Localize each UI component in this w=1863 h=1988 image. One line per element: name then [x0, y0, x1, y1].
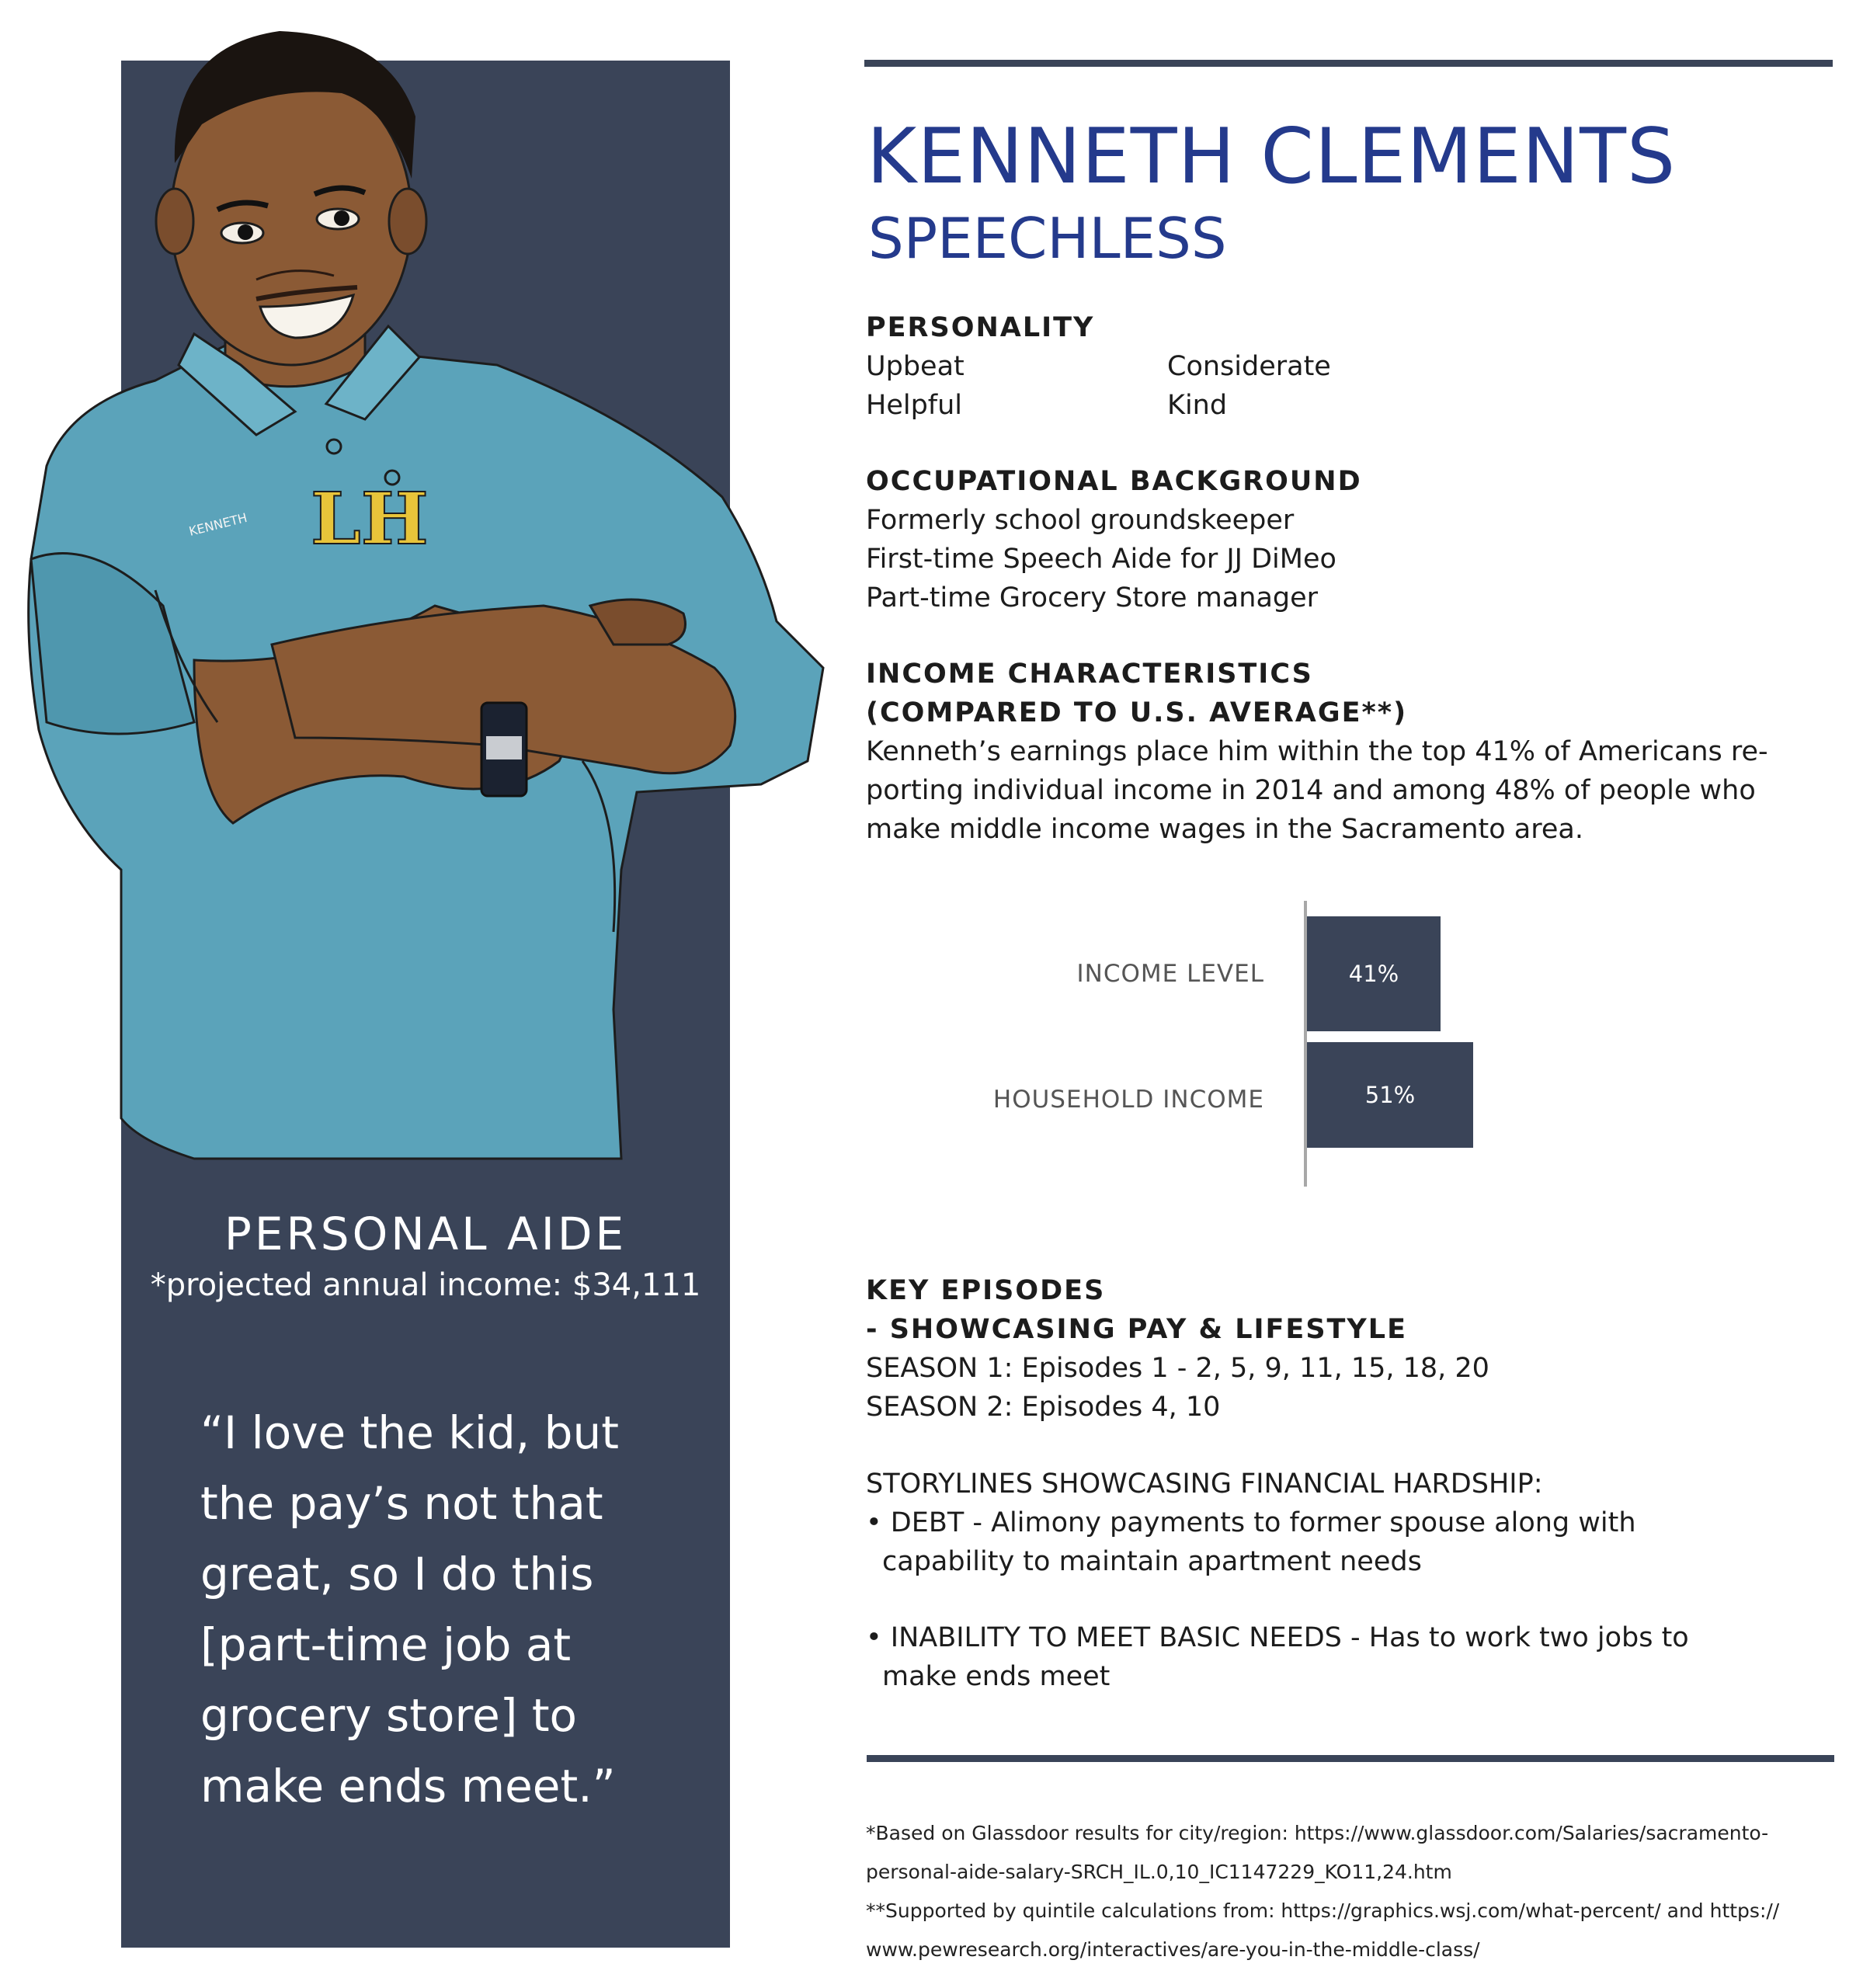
category-label-income-level: INCOME LEVEL: [1076, 960, 1264, 988]
quote-line: “I love the kid, but: [200, 1406, 619, 1459]
storyline-debt-cont: capability to maintain apartment needs: [882, 1546, 1422, 1577]
shirt-name-label: KENNETH: [187, 509, 249, 539]
show-title: SPEECHLESS: [868, 206, 1227, 271]
bottom-divider: [867, 1755, 1834, 1762]
income-heading: INCOME CHARACTERISTICS: [866, 659, 1313, 690]
income-paragraph-line: porting individual income in 2014 and among 48% of people who: [866, 775, 1756, 806]
trait-kind: Kind: [1167, 390, 1228, 421]
income-subheading: (COMPARED TO U.S. AVERAGE**): [866, 697, 1408, 728]
pull-quote: [200, 1398, 682, 1822]
footnote-line: **Supported by quintile calculations from: https://graphics.wsj.com/what-percent/ and https://: [866, 1899, 1780, 1922]
occupation-line: First-time Speech Aide for JJ DiMeo: [866, 544, 1336, 575]
personality-heading: PERSONALITY: [866, 312, 1095, 343]
trait-upbeat: Upbeat: [866, 351, 965, 382]
category-label-household-income: HOUSEHOLD INCOME: [992, 1086, 1264, 1114]
storyline-basic-needs-cont: make ends meet: [882, 1661, 1111, 1692]
projected-income-note: *projected annual income: $34,111: [150, 1267, 701, 1303]
ear-left: [156, 189, 193, 254]
episodes-subheading: - SHOWCASING PAY & LIFESTYLE: [866, 1314, 1407, 1345]
quote-line: grocery store] to: [200, 1689, 578, 1742]
bar-value-label: 51%: [1364, 1082, 1416, 1108]
bar-income-level: [1307, 916, 1441, 1031]
episodes-heading: KEY EPISODES: [866, 1275, 1106, 1306]
role-title: PERSONAL AIDE: [224, 1208, 627, 1260]
footnote-line: *Based on Glassdoor results for city/region: https://www.glassdoor.com/Salaries/sacramento-: [866, 1822, 1769, 1844]
ear-right: [389, 189, 426, 254]
storyline-debt: • DEBT - Alimony payments to former spouse along with: [866, 1507, 1636, 1538]
quote-line: make ends meet.”: [200, 1760, 616, 1812]
quote-line: [part-time job at: [200, 1618, 572, 1671]
quote-line: great, so I do this: [200, 1548, 594, 1600]
trait-considerate: Considerate: [1167, 351, 1331, 382]
income-paragraph-line: Kenneth’s earnings place him within the top 41% of Americans re-: [866, 736, 1768, 767]
bar-household-income: [1307, 1042, 1473, 1148]
occupation-heading: OCCUPATIONAL BACKGROUND: [866, 466, 1362, 497]
season-1-episodes: SEASON 1: Episodes 1 - 2, 5, 9, 11, 15, 18, 20: [866, 1353, 1489, 1384]
storylines-heading: STORYLINES SHOWCASING FINANCIAL HARDSHIP:: [866, 1468, 1543, 1500]
kenneth-portrait-illustration: [0, 0, 901, 1165]
storyline-basic-needs: • INABILITY TO MEET BASIC NEEDS - Has to work two jobs to: [866, 1622, 1689, 1653]
occupation-line: Part-time Grocery Store manager: [866, 582, 1319, 613]
footnote-link[interactable]: personal-aide-salary-SRCH_IL.0,10_IC1147229_KO11,24.htm: [866, 1861, 1452, 1883]
season-2-episodes: SEASON 2: Episodes 4, 10: [866, 1392, 1221, 1423]
top-divider: [864, 60, 1833, 67]
quote-line: the pay’s not that: [200, 1477, 603, 1530]
income-paragraph-line: make middle income wages in the Sacramento area.: [866, 814, 1583, 845]
bar-value-label: 41%: [1348, 961, 1399, 987]
footnote-link[interactable]: www.pewresearch.org/interactives/are-you-in-the-middle-class/: [866, 1938, 1480, 1961]
trait-helpful: Helpful: [866, 390, 963, 421]
character-name: KENNETH CLEMENTS: [867, 113, 1677, 201]
occupation-line: Formerly school groundskeeper: [866, 505, 1295, 536]
school-logo: LH: [311, 477, 429, 561]
